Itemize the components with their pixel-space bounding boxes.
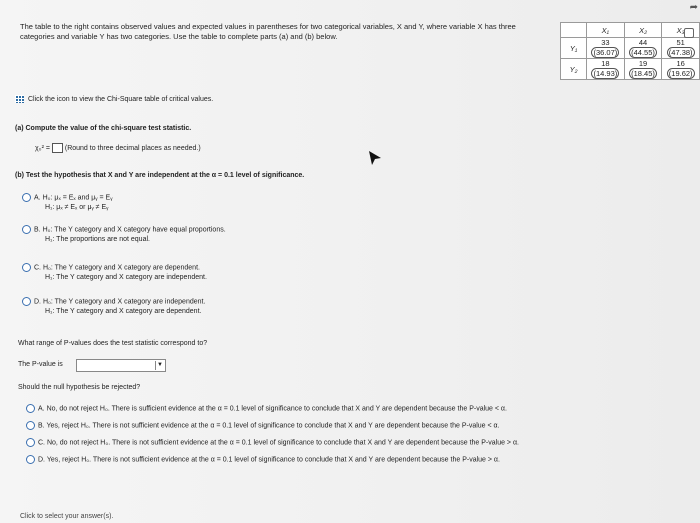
pvalue-question: What range of P-values does the test statistic correspond to?: [18, 340, 208, 347]
pvalue-dropdown[interactable]: [76, 359, 166, 372]
table-cell: 19 (18.45): [624, 59, 662, 80]
problem-intro: The table to the right contains observed values and expected values in parentheses for two categorical variables, X and Y, where variable X has three categories and variable Y has two categories. Use the table to complete parts (a) and (b) below.: [20, 22, 516, 41]
chi-square-symbol: χ₀² =: [35, 144, 50, 152]
table-cell: 33 (36.07): [587, 38, 625, 59]
radio-button[interactable]: [26, 421, 35, 430]
part-b-prompt: (b) Test the hypothesis that X and Y are independent at the α = 0.1 level of significance.: [15, 172, 305, 179]
hypothesis-option-a[interactable]: A. H₀: μₓ = Eₓ and μᵧ = Eᵧ H₁: μₓ ≠ Eₓ or μᵧ ≠ Eᵧ: [22, 193, 112, 213]
chevron-down-icon[interactable]: ▼: [155, 361, 164, 370]
row-header-y1: Y₁: [561, 38, 587, 59]
mouse-cursor-icon: [367, 150, 383, 166]
radio-button[interactable]: [22, 263, 31, 272]
row-header-y2: Y₂: [561, 59, 587, 80]
table-cell: 18 (14.93): [587, 59, 625, 80]
rounding-note: (Round to three decimal places as needed.): [64, 144, 201, 152]
pvalue-label: The P-value is: [18, 361, 63, 368]
copy-table-icon[interactable]: [684, 28, 694, 38]
hypothesis-option-b[interactable]: B. H₀: The Y category and X category have equal proportions. H₁: The proportions are not equal.: [22, 225, 226, 245]
col-header-x3: X₃: [662, 23, 700, 38]
reject-question: Should the null hypothesis be rejected?: [18, 384, 141, 391]
reject-option-b[interactable]: B. Yes, reject H₀. There is not sufficient evidence at the α = 0.1 level of significance to conclude that X and Y are dependent because the P-value < α.: [26, 421, 500, 430]
contingency-table: [560, 22, 700, 80]
col-header-x1: X₁: [587, 23, 625, 38]
chi-square-input[interactable]: [52, 143, 63, 153]
chi-square-table-link[interactable]: Click the icon to view the Chi-Square table of critical values.: [15, 95, 213, 103]
chi-square-answer-row: [35, 143, 201, 153]
radio-button[interactable]: [22, 225, 31, 234]
reject-option-d[interactable]: D. Yes, reject H₀. There is not sufficient evidence at the α = 0.1 level of significance to conclude that X and Y are dependent because the P-value > α.: [26, 455, 500, 464]
reject-option-a[interactable]: A. No, do not reject H₀. There is sufficient evidence at the α = 0.1 level of significance to conclude that X and Y are dependent because the P-value < α.: [26, 404, 507, 413]
part-a-prompt: (a) Compute the value of the chi-square test statistic.: [15, 125, 192, 132]
table-cell: 44 (44.55): [624, 38, 662, 59]
col-header-x2: X₂: [624, 23, 662, 38]
corner-arrow-icon[interactable]: ➦: [689, 2, 698, 13]
hypothesis-option-d[interactable]: D. H₀: The Y category and X category are independent. H₁: The Y category and X category are dependent.: [22, 297, 205, 317]
table-grid-icon[interactable]: [15, 95, 24, 103]
reject-option-c[interactable]: C. No, do not reject H₀. There is not sufficient evidence at the α = 0.1 level of significance to conclude that X and Y are dependent because the P-value > α.: [26, 438, 519, 447]
table-cell: 16 (19.62): [662, 59, 700, 80]
table-corner: [561, 23, 587, 38]
radio-button[interactable]: [26, 455, 35, 464]
radio-button[interactable]: [26, 438, 35, 447]
hypothesis-option-c[interactable]: C. H₀: The Y category and X category are dependent. H₁: The Y category and X category are independent.: [22, 263, 207, 283]
footer-hint: Click to select your answer(s).: [20, 513, 114, 520]
radio-button[interactable]: [22, 193, 31, 202]
radio-button[interactable]: [22, 297, 31, 306]
table-cell: 51 (47.38): [662, 38, 700, 59]
radio-button[interactable]: [26, 404, 35, 413]
